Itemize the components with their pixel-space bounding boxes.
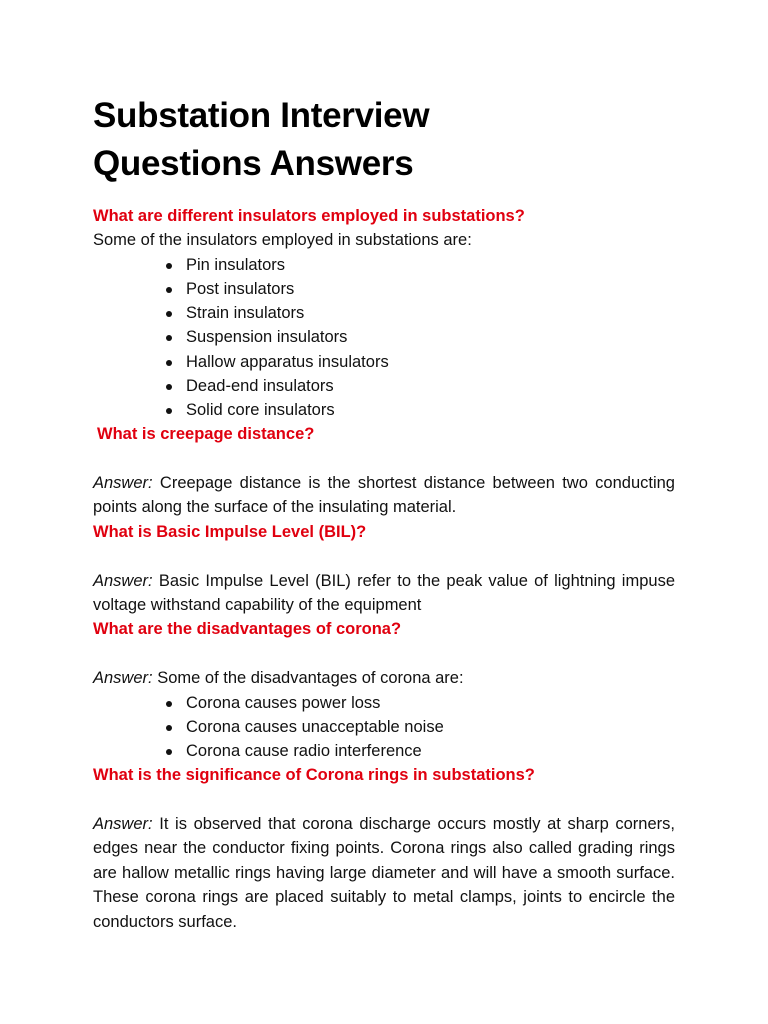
corona-disadvantage-list <box>93 691 675 764</box>
qa-section-corona-rings <box>93 763 675 934</box>
qa-section-insulators <box>93 204 675 422</box>
qa-section-bil <box>93 520 675 618</box>
question-heading: What are different insulators employed in substations? <box>93 207 525 225</box>
title-line-1: Substation Interview <box>93 96 430 135</box>
list-item: Corona causes power loss <box>163 691 675 715</box>
list-item: Suspension insulators <box>163 325 675 349</box>
list-item: Post insulators <box>163 277 675 301</box>
answer-text: Some of the disadvantages of corona are: <box>157 669 464 688</box>
spacer <box>93 447 675 471</box>
question-heading: What is the significance of Corona rings in substations? <box>93 766 535 785</box>
list-item: Dead-end insulators <box>163 374 675 398</box>
insulator-list <box>93 253 675 422</box>
document-content <box>93 92 675 934</box>
list-item: Strain insulators <box>163 301 675 325</box>
list-item: Corona causes unacceptable noise <box>163 715 675 739</box>
qa-section-corona-disadvantages <box>93 617 675 763</box>
answer-text: Basic Impulse Level (BIL) refer to the peak value of lightning impuse voltage withstand capability of the equipment <box>93 571 675 615</box>
answer-lead: Answer: <box>93 571 153 590</box>
spacer <box>93 544 675 568</box>
answer-intro: Some of the insulators employed in substations are: <box>93 231 472 250</box>
answer-lead: Answer: <box>93 474 153 493</box>
question-heading: What is Basic Impulse Level (BIL)? <box>93 522 367 541</box>
list-item: Pin insulators <box>163 253 675 277</box>
title-line-2: Questions Answers <box>93 144 414 183</box>
list-item: Corona cause radio interference <box>163 739 675 763</box>
qa-section-creepage <box>93 422 675 520</box>
answer-paragraph <box>93 471 675 520</box>
question-heading: What is creepage distance? <box>97 425 315 444</box>
answer-lead: Answer: <box>93 669 153 688</box>
answer-paragraph <box>93 569 675 618</box>
spacer <box>93 788 675 812</box>
question-heading: What are the disadvantages of corona? <box>93 620 402 639</box>
spacer <box>93 642 675 666</box>
answer-paragraph <box>93 666 675 690</box>
page-title <box>93 92 675 188</box>
list-item: Hallow apparatus insulators <box>163 350 675 374</box>
answer-lead: Answer: <box>93 815 153 834</box>
list-item: Solid core insulators <box>163 398 675 422</box>
answer-text: It is observed that corona discharge occurs mostly at sharp corners, edges near the conductor fixing points. Corona rings also called grading rings are hallow metallic rings having large diameter and will have a smooth surface. These corona rings are placed suitably to metal clamps, joints to encircle the conductors surface. <box>93 815 675 931</box>
answer-text: Creepage distance is the shortest distance between two conducting points along the surface of the insulating material. <box>93 474 675 517</box>
answer-paragraph <box>93 812 675 934</box>
